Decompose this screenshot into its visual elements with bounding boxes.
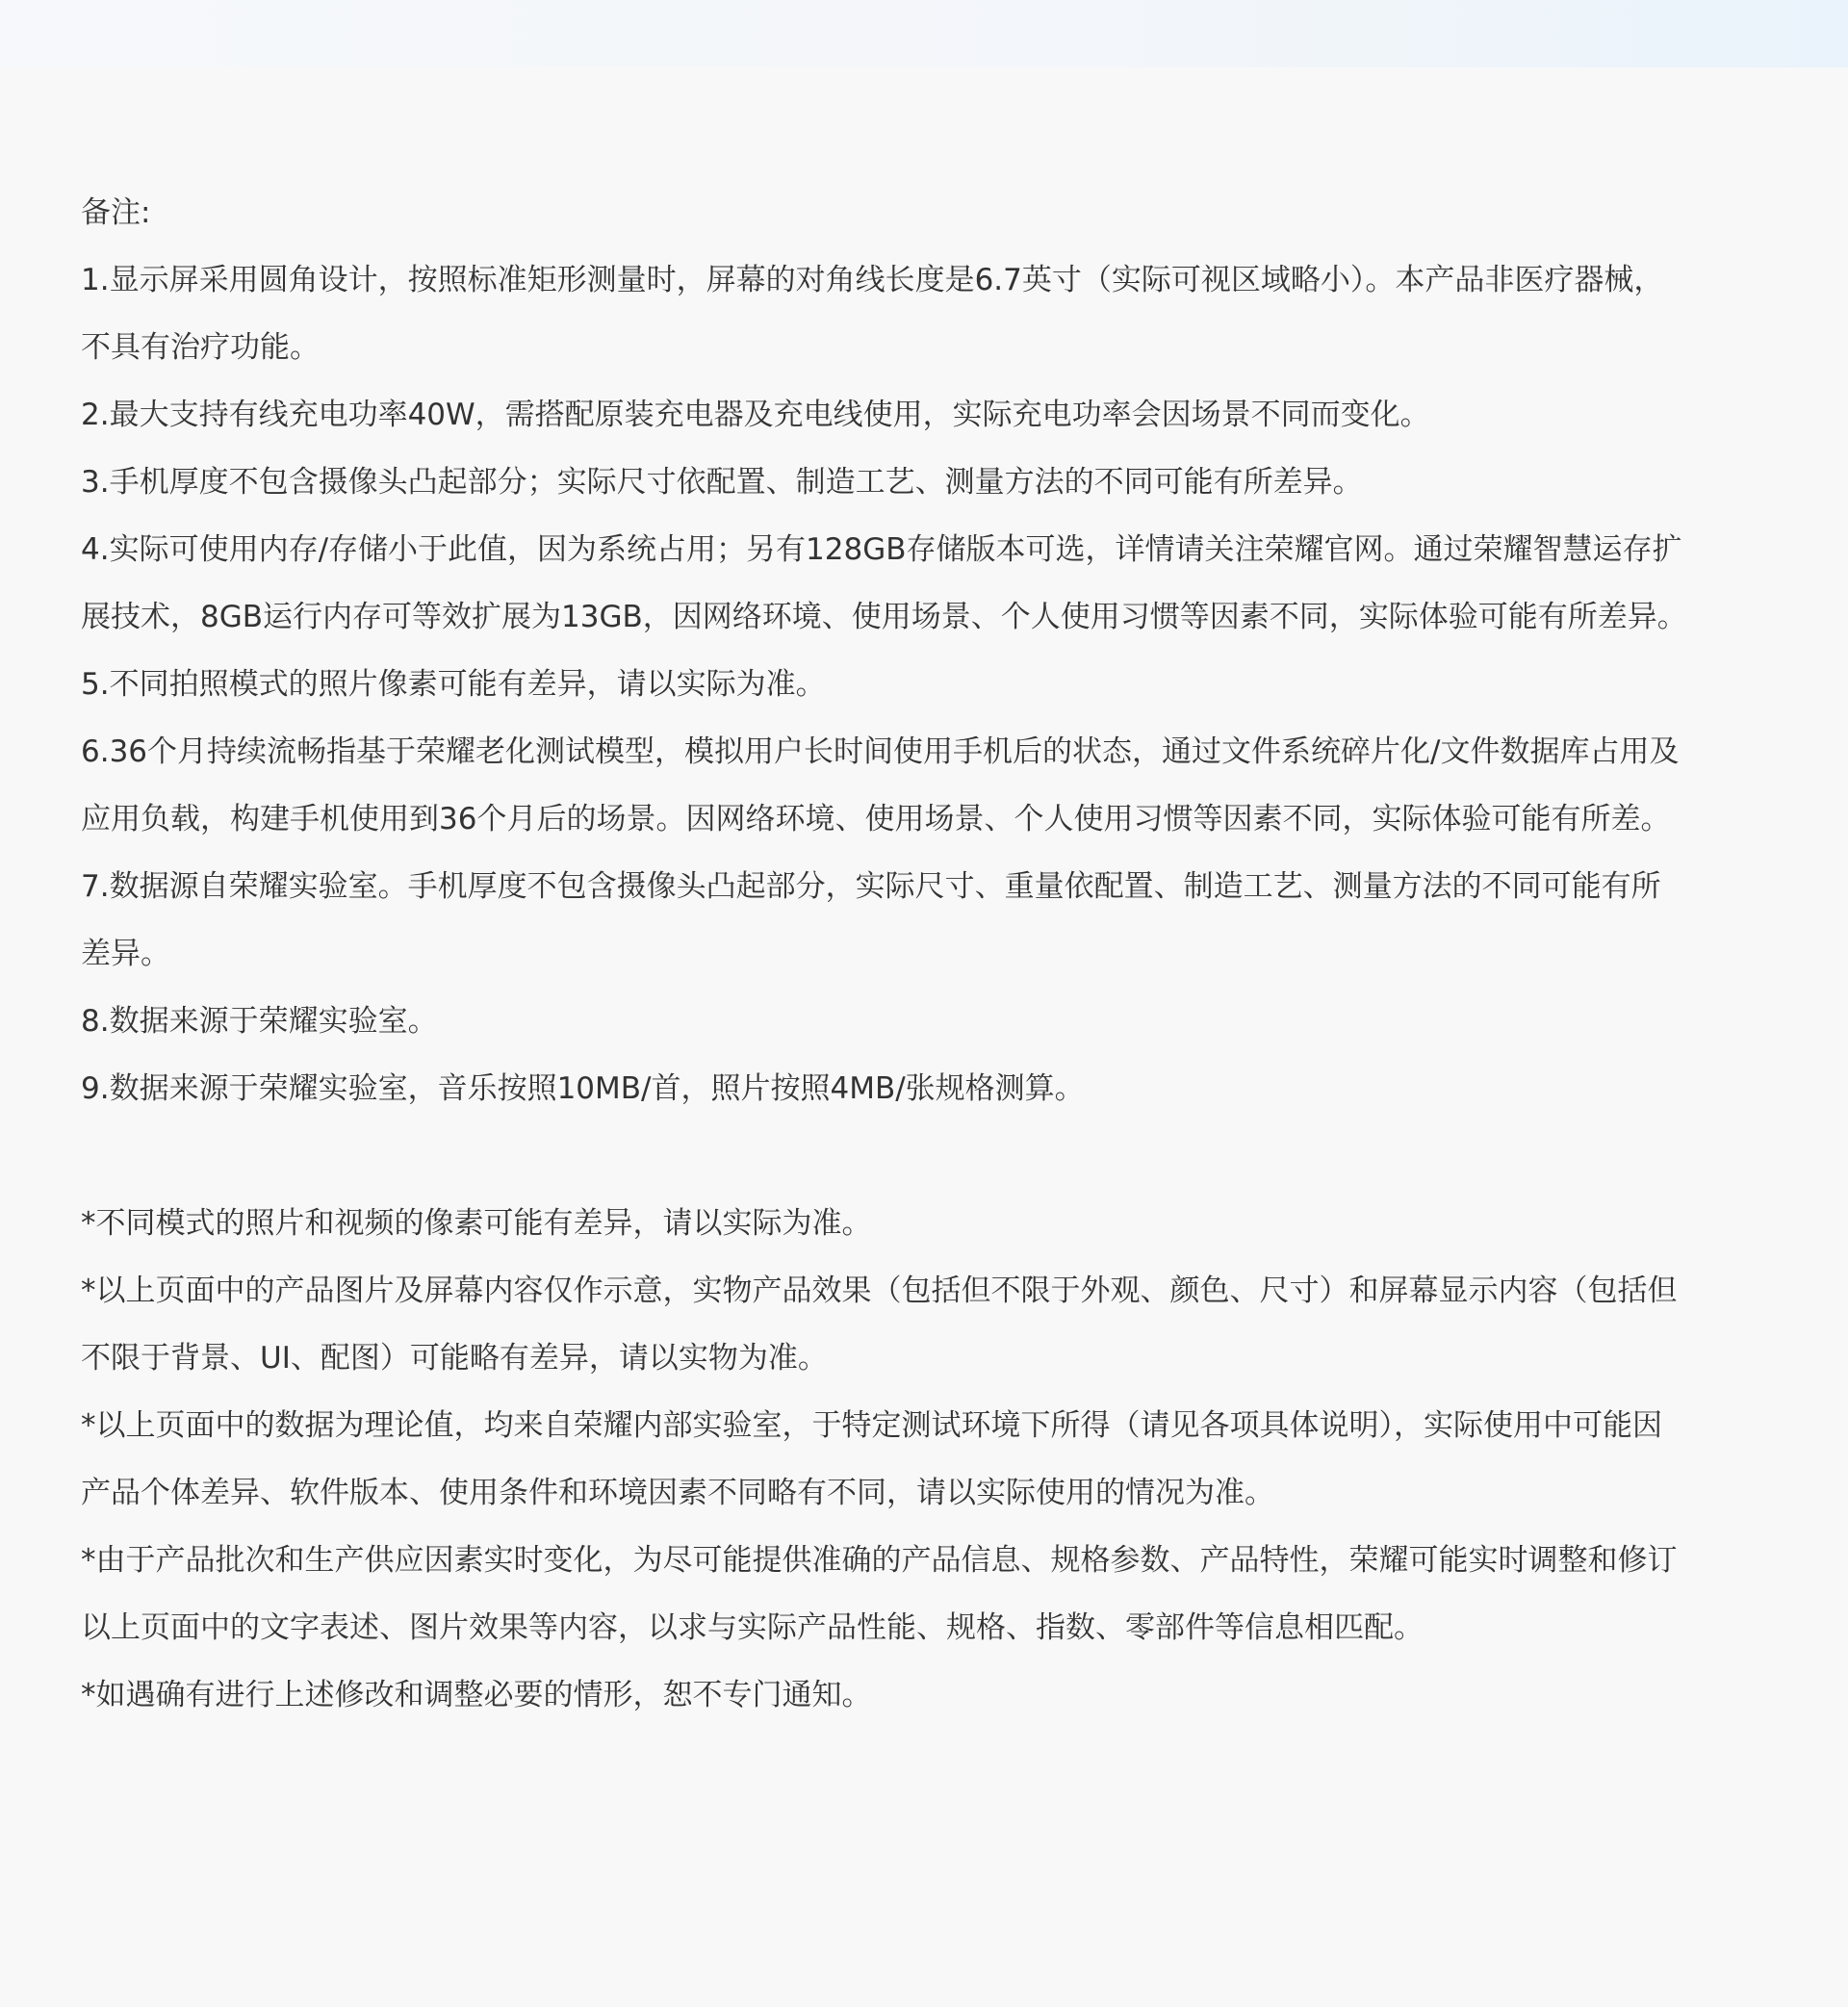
note-6-line-1: 6.36个月持续流畅指基于荣耀老化测试模型，模拟用户长时间使用手机后的状态，通过文件系统碎片化/文件数据库占用及 bbox=[81, 734, 1680, 769]
notes-heading: 备注: bbox=[81, 195, 151, 230]
note-5: 5.不同拍照模式的照片像素可能有差异，请以实际为准。 bbox=[81, 667, 826, 702]
notes-section bbox=[81, 179, 1786, 1729]
note-1-line-2: 不具有治疗功能。 bbox=[81, 330, 320, 365]
note-7-line-1: 7.数据源自荣耀实验室。手机厚度不包含摄像头凸起部分，实际尺寸、重量依配置、制造工艺、测量方法的不同可能有所 bbox=[81, 869, 1661, 904]
note-1-line-1: 1.显示屏采用圆角设计，按照标准矩形测量时，屏幕的对角线长度是6.7英寸（实际可视区域略小）。本产品非医疗器械， bbox=[81, 263, 1664, 297]
disclaimer-2-line-1: *以上页面中的产品图片及屏幕内容仅作示意，实物产品效果（包括但不限于外观、颜色、尺寸）和屏幕显示内容（包括但 bbox=[81, 1274, 1678, 1308]
disclaimer-4-line-1: *由于产品批次和生产供应因素实时变化，为尽可能提供准确的产品信息、规格参数、产品特性，荣耀可能实时调整和修订 bbox=[81, 1543, 1678, 1578]
section-gap bbox=[81, 1122, 1786, 1190]
top-banner-strip bbox=[0, 0, 1848, 67]
note-4-line-2: 展技术，8GB运行内存可等效扩展为13GB，因网络环境、使用场景、个人使用习惯等因素不同，实际体验可能有所差异。 bbox=[81, 600, 1687, 634]
disclaimer-2-line-2: 不限于背景、UI、配图）可能略有差异，请以实物为准。 bbox=[81, 1341, 828, 1376]
disclaimer-4-line-2: 以上页面中的文字表述、图片效果等内容，以求与实际产品性能、规格、指数、零部件等信息相匹配。 bbox=[81, 1610, 1424, 1645]
note-2: 2.最大支持有线充电功率40W，需搭配原装充电器及充电线使用，实际充电功率会因场景不同而变化。 bbox=[81, 398, 1430, 432]
disclaimer-3-line-1: *以上页面中的数据为理论值，均来自荣耀内部实验室，于特定测试环境下所得（请见各项具体说明），实际使用中可能因 bbox=[81, 1408, 1662, 1443]
note-4-line-1: 4.实际可使用内存/存储小于此值，因为系统占用；另有128GB存储版本可选，详情请关注荣耀官网。通过荣耀智慧运存扩 bbox=[81, 532, 1682, 567]
note-3: 3.手机厚度不包含摄像头凸起部分；实际尺寸依配置、制造工艺、测量方法的不同可能有所差异。 bbox=[81, 465, 1363, 500]
disclaimer-5: *如遇确有进行上述修改和调整必要的情形，恕不专门通知。 bbox=[81, 1678, 872, 1712]
note-8: 8.数据来源于荣耀实验室。 bbox=[81, 1004, 438, 1039]
disclaimer-3-line-2: 产品个体差异、软件版本、使用条件和环境因素不同略有不同，请以实际使用的情况为准。 bbox=[81, 1476, 1274, 1510]
disclaimer-1: *不同模式的照片和视频的像素可能有差异，请以实际为准。 bbox=[81, 1206, 872, 1241]
note-6-line-2: 应用负载，构建手机使用到36个月后的场景。因网络环境、使用场景、个人使用习惯等因素不同，实际体验可能有所差。 bbox=[81, 802, 1671, 836]
note-7-line-2: 差异。 bbox=[81, 937, 170, 971]
note-9: 9.数据来源于荣耀实验室，音乐按照10MB/首，照片按照4MB/张规格测算。 bbox=[81, 1071, 1085, 1106]
